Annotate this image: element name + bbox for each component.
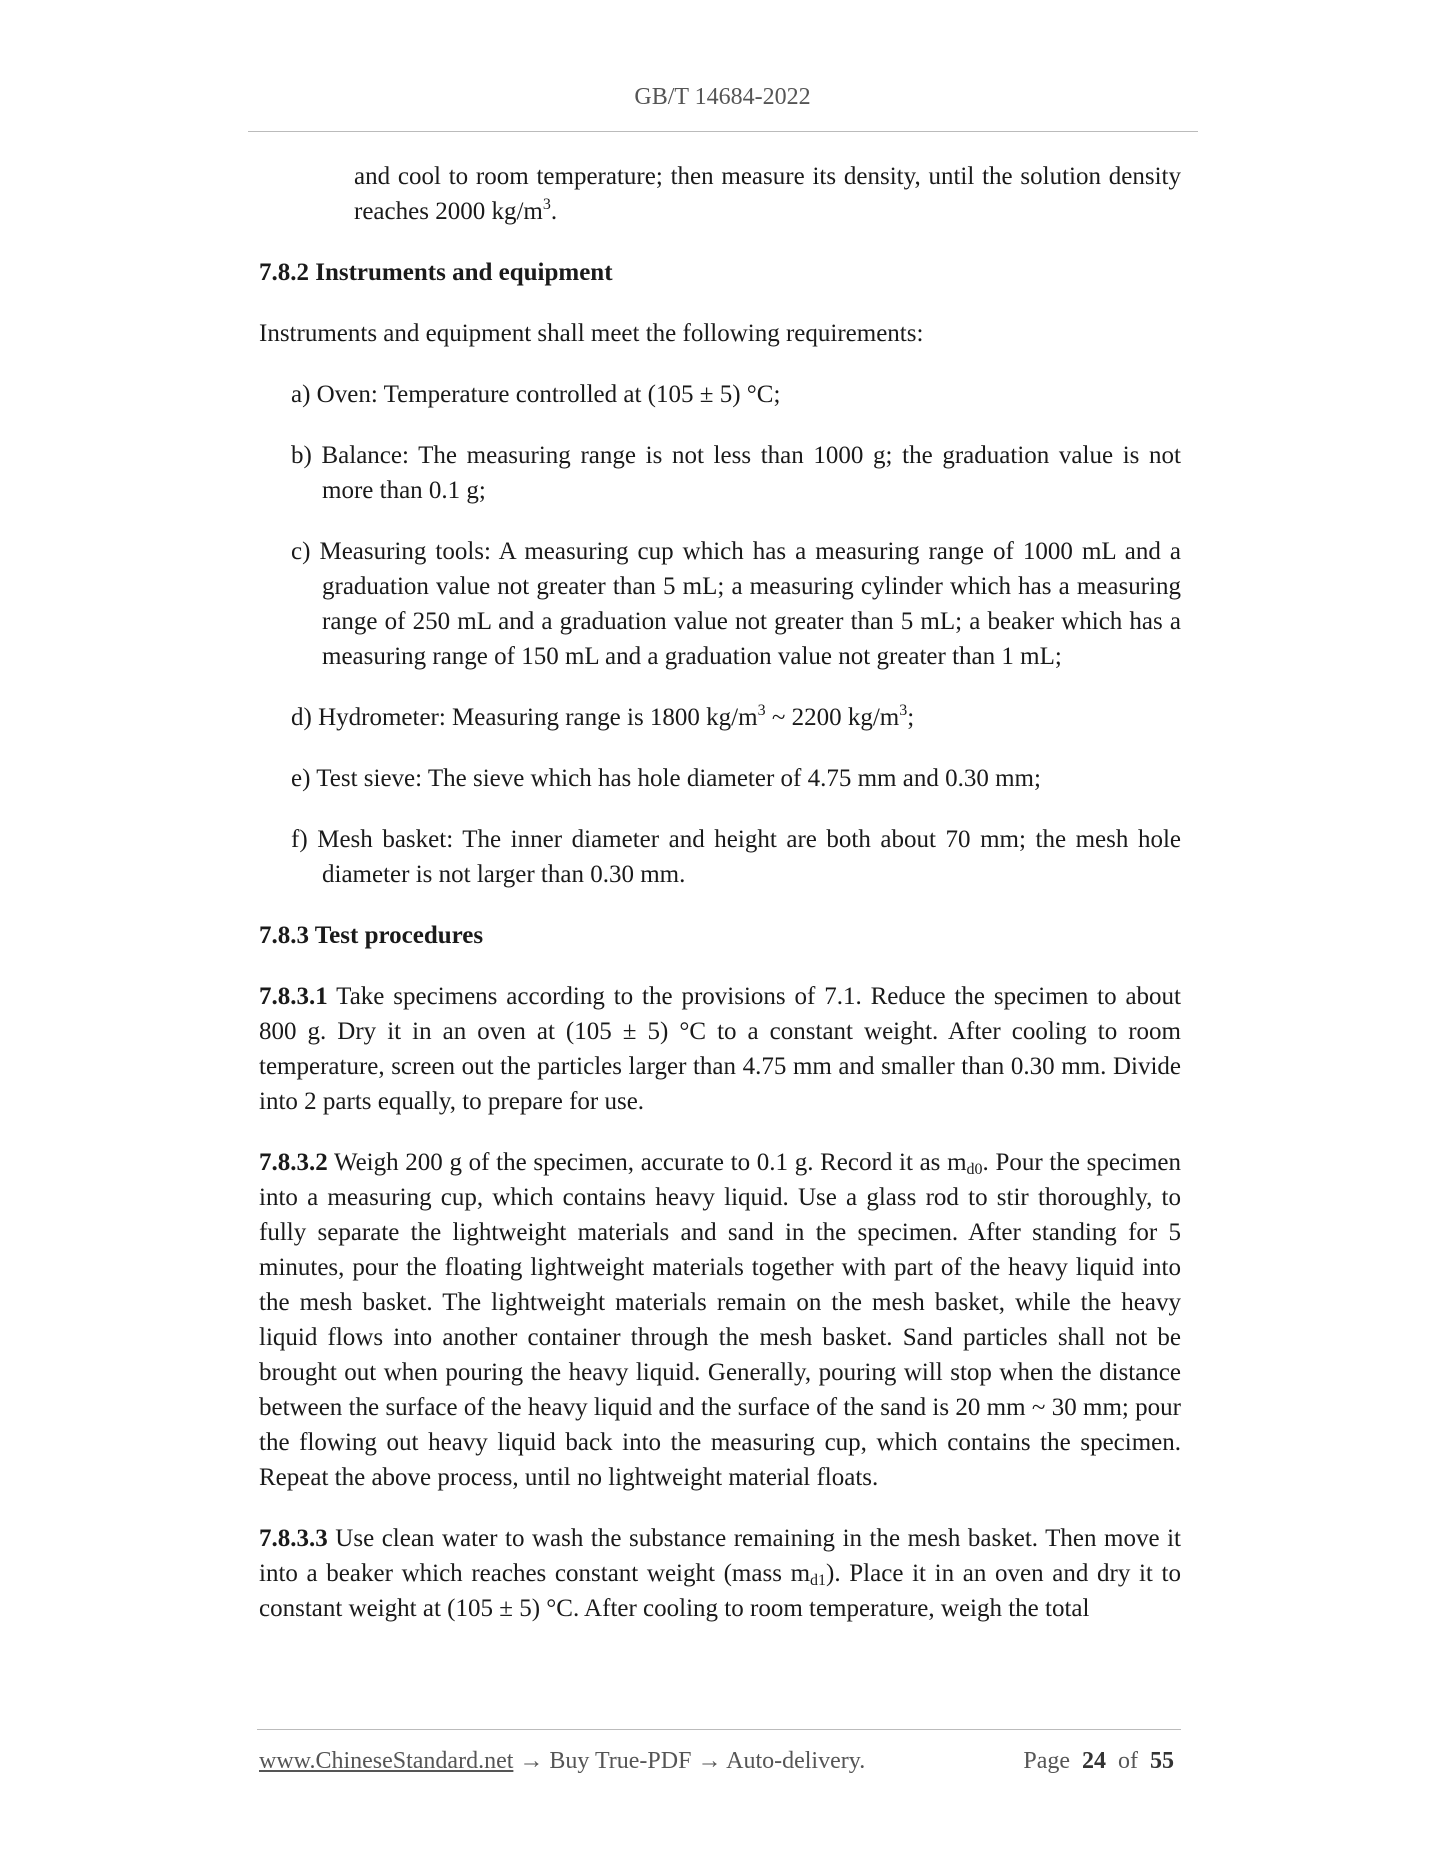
hydrometer-sup-1: 3 xyxy=(757,702,766,719)
paragraph-7-8-3-2 xyxy=(259,1145,1181,1495)
page-header: GB/T 14684-2022 xyxy=(634,84,811,110)
clause-number: 7.8.3.1 xyxy=(259,983,328,1010)
total-pages: 55 xyxy=(1150,1748,1174,1774)
requirements-list xyxy=(259,377,1181,892)
intro-end: . xyxy=(550,198,558,225)
hydrometer-pre: d) Hydrometer: Measuring range is 1800 kg/m xyxy=(291,704,758,731)
footer-divider xyxy=(257,1729,1181,1730)
intro-paragraph xyxy=(354,159,1181,229)
footer-promo-text: → Buy True-PDF → Auto-delivery. xyxy=(513,1748,866,1774)
clause-number: 7.8.3.2 xyxy=(259,1149,328,1176)
footer-promo xyxy=(259,1748,865,1775)
list-item-mesh-basket: f) Mesh basket: The inner diameter and height are both about 70 mm; the mesh hole diameter is not larger than 0.30 mm. xyxy=(291,826,1181,888)
list-item-oven: a) Oven: Temperature controlled at (105 ± 5) °C; xyxy=(291,381,781,408)
paragraph-text: Take specimens according to the provisions of 7.1. Reduce the specimen to about 800 g. Dry it in an oven at (105 ± 5) °C to a constant weight. After cooling to room temperature, screen out the particles larger than 4.75 mm and smaller than 0.30 mm. Divide into 2 parts equally, to prepare for use. xyxy=(259,983,1181,1115)
list-item-hydrometer xyxy=(291,700,1181,735)
list-item-measuring-tools: c) Measuring tools: A measuring cup which has a measuring range of 1000 mL and a graduation value not greater than 5 mL; a measuring cylinder which has a measuring range of 250 mL and a graduation value not greater than 5 mL; a beaker which has a measuring range of 150 mL and a graduation value not greater than 1 mL; xyxy=(291,538,1181,670)
document-body xyxy=(259,159,1181,1626)
page-label: Page xyxy=(1023,1748,1070,1774)
mass-subscript: d1 xyxy=(810,1572,827,1589)
paragraph-text-post: ). Place it in an oven and dry it to constant weight at (105 ± 5) °C. After cooling to room temperature, weigh the total xyxy=(259,1560,1181,1622)
intro-text: and cool to room temperature; then measure its density, until the solution density reaches 2000 kg/m xyxy=(354,163,1181,225)
page-number xyxy=(1023,1748,1174,1775)
hydrometer-sup-2: 3 xyxy=(899,702,908,719)
hydrometer-mid: ~ 2200 kg/m xyxy=(765,704,900,731)
website-link[interactable]: www.ChineseStandard.net xyxy=(259,1748,514,1774)
hydrometer-end: ; xyxy=(907,704,915,731)
mass-subscript: d0 xyxy=(966,1161,983,1178)
of-label: of xyxy=(1118,1748,1138,1774)
paragraph-7-8-3-3 xyxy=(259,1521,1181,1626)
list-item-balance: b) Balance: The measuring range is not less than 1000 g; the graduation value is not more than 0.1 g; xyxy=(291,442,1181,504)
clause-number: 7.8.3.3 xyxy=(259,1525,328,1552)
section-heading-7-8-3: 7.8.3 Test procedures xyxy=(259,922,484,949)
paragraph-text-pre: Use clean water to wash the substance remaining in the mesh basket. Then move it into a beaker which reaches constant weight (mass m xyxy=(259,1525,1181,1587)
current-page: 24 xyxy=(1082,1748,1106,1774)
list-item-test-sieve: e) Test sieve: The sieve which has hole diameter of 4.75 mm and 0.30 mm; xyxy=(291,765,1041,792)
header-divider xyxy=(248,131,1198,132)
section-heading-7-8-2: 7.8.2 Instruments and equipment xyxy=(259,259,613,286)
intro-superscript: 3 xyxy=(542,196,551,213)
section-lead: Instruments and equipment shall meet the following requirements: xyxy=(259,320,924,347)
paragraph-text-post: . Pour the specimen into a measuring cup, which contains heavy liquid. Use a glass rod to stir thoroughly, to fully separate the lightweight materials and sand in the specimen. After standing for 5 minutes, pour the floating lightweight materials together with part of the heavy liquid into the mesh basket. The lightweight materials remain on the mesh basket, while the heavy liquid flows into another container through the mesh basket. Sand particles shall not be brought out when pouring the heavy liquid. Generally, pouring will stop when the distance between the surface of the heavy liquid and the surface of the sand is 20 mm ~ 30 mm; pour the flowing out heavy liquid back into the measuring cup, which contains the specimen. Repeat the above process, until no lightweight material floats. xyxy=(259,1149,1181,1491)
paragraph-text-pre: Weigh 200 g of the specimen, accurate to 0.1 g. Record it as m xyxy=(327,1149,967,1176)
paragraph-7-8-3-1 xyxy=(259,979,1181,1119)
